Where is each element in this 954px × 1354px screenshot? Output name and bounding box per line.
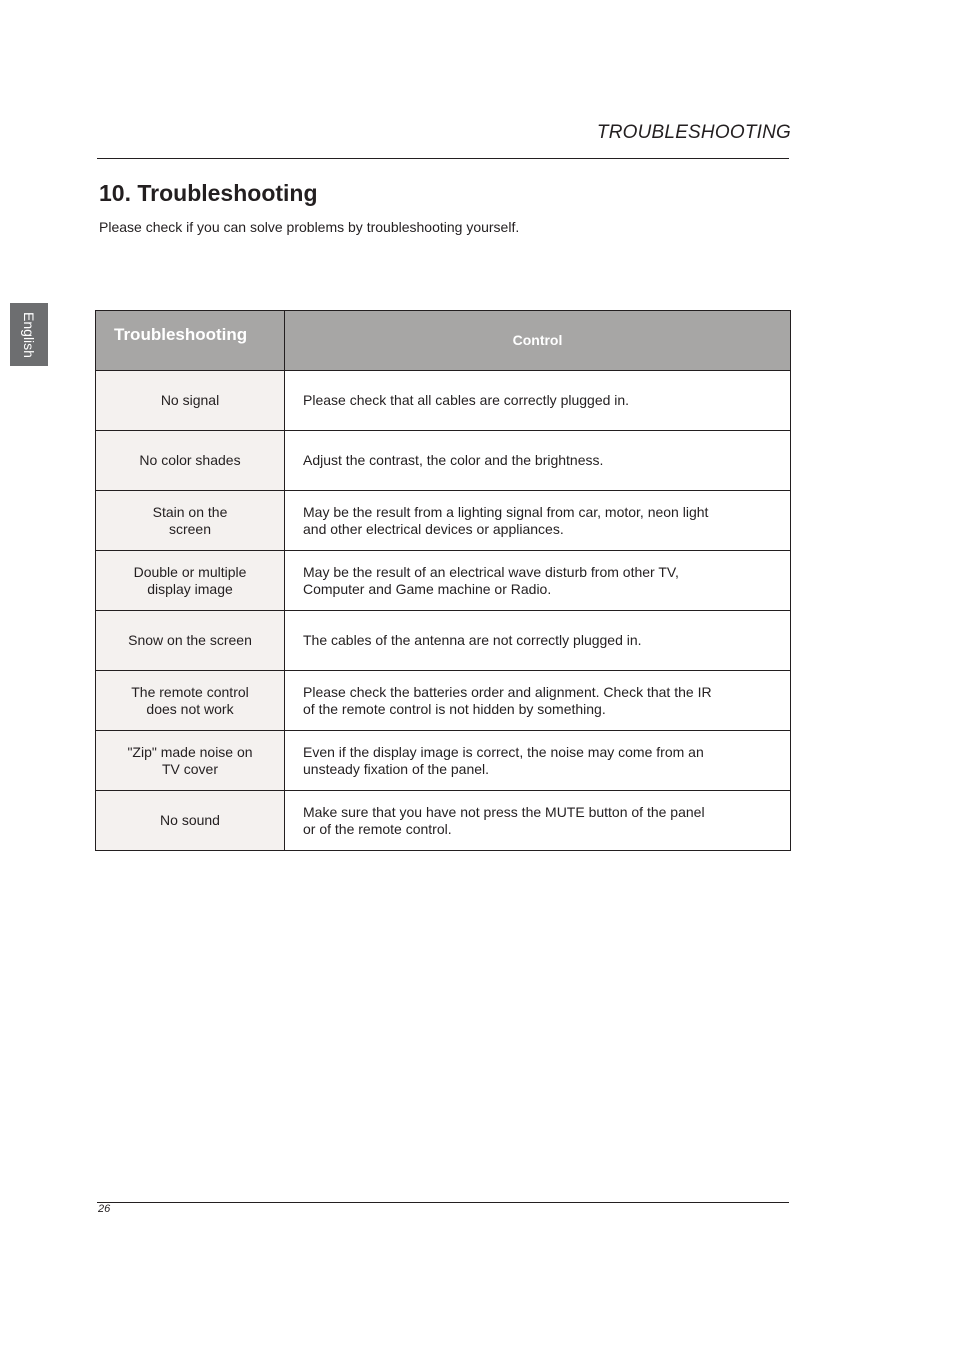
table-row	[96, 791, 791, 851]
footer-divider	[97, 1202, 789, 1203]
language-tab	[10, 303, 48, 366]
table-row	[96, 491, 791, 551]
table-row	[96, 611, 791, 671]
page-number: 26	[98, 1203, 111, 1215]
table-row	[96, 431, 791, 491]
problem-cell: Stain on the screen	[96, 491, 285, 551]
control-cell: Please check that all cables are correctly plugged in.	[285, 371, 791, 431]
section-header-title: TROUBLESHOOTING	[596, 122, 791, 143]
control-cell: The cables of the antenna are not correctly plugged in.	[285, 611, 791, 671]
problem-cell: No signal	[96, 371, 285, 431]
problem-cell: No sound	[96, 791, 285, 851]
control-cell: Even if the display image is correct, the noise may come from an unsteady fixation of the panel.	[285, 731, 791, 791]
table-row	[96, 671, 791, 731]
header-divider	[97, 158, 789, 159]
table-row	[96, 551, 791, 611]
page-title: 10. Troubleshooting	[99, 180, 318, 206]
table-header-row	[96, 311, 791, 371]
problem-cell: No color shades	[96, 431, 285, 491]
problem-cell: "Zip" made noise on TV cover	[96, 731, 285, 791]
table-row	[96, 731, 791, 791]
problem-cell: Double or multiple display image	[96, 551, 285, 611]
troubleshooting-table	[95, 310, 791, 851]
intro-text: Please check if you can solve problems by troubleshooting yourself.	[99, 219, 520, 235]
control-cell: May be the result from a lighting signal from car, motor, neon light and other electrical devices or appliances.	[285, 491, 791, 551]
control-cell: May be the result of an electrical wave disturb from other TV, Computer and Game machine or Radio.	[285, 551, 791, 611]
table-row	[96, 371, 791, 431]
control-cell: Adjust the contrast, the color and the brightness.	[285, 431, 791, 491]
control-cell: Please check the batteries order and alignment. Check that the IR of the remote control is not hidden by something.	[285, 671, 791, 731]
column-header-troubleshooting: Troubleshooting	[96, 311, 285, 371]
problem-cell: The remote control does not work	[96, 671, 285, 731]
problem-cell: Snow on the screen	[96, 611, 285, 671]
column-header-control: Control	[285, 311, 791, 371]
control-cell: Make sure that you have not press the MUTE button of the panel or of the remote control.	[285, 791, 791, 851]
language-tab-label: English	[21, 311, 38, 358]
